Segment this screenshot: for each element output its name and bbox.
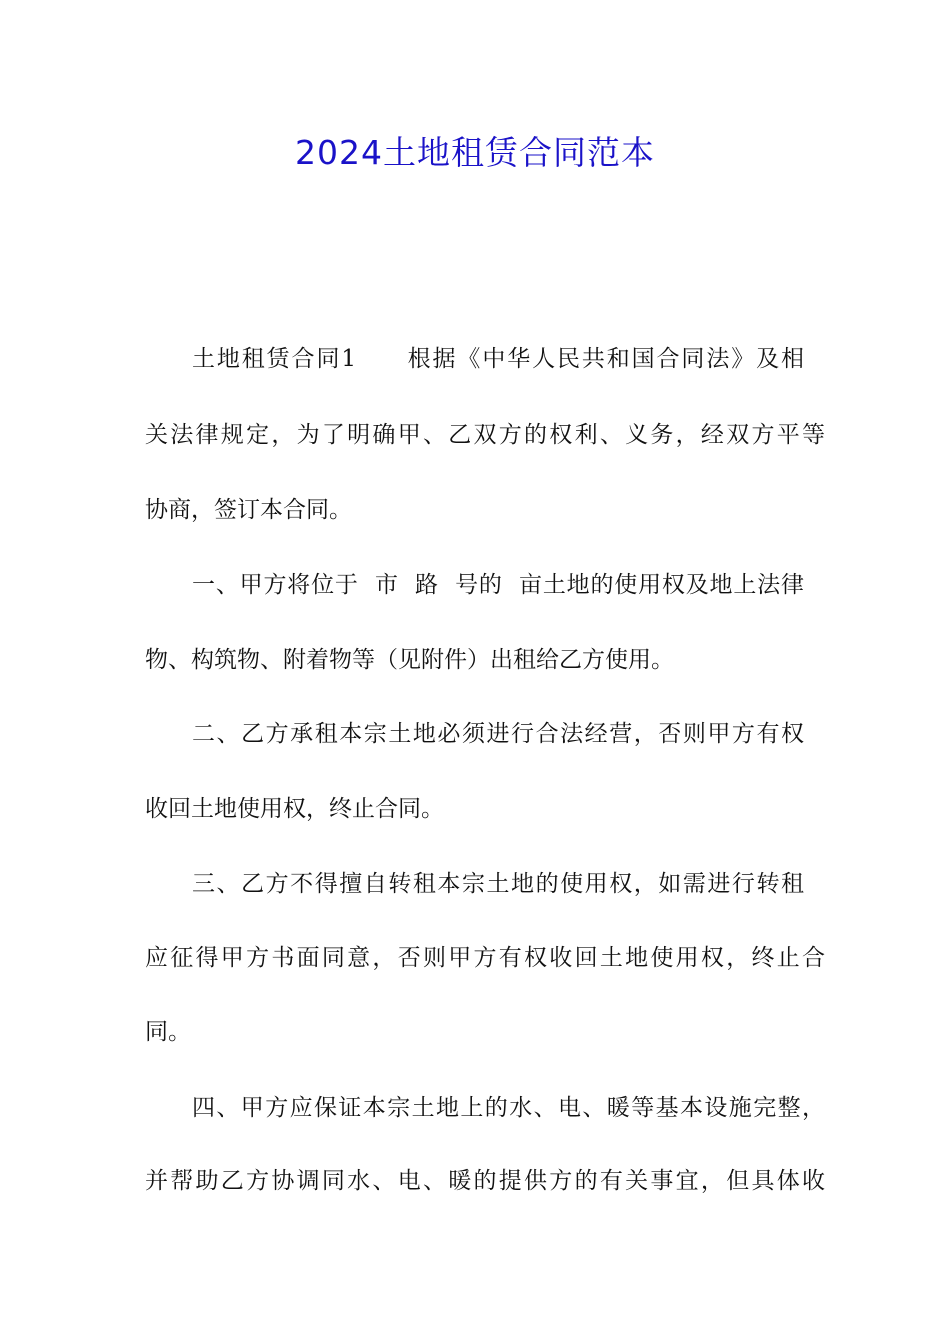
paragraph-line: 物、构筑物、附着物等（见附件）出租给乙方使用。 (145, 647, 674, 673)
paragraph-line: 收回土地使用权，终止合同。 (145, 796, 444, 822)
paragraph-line: 一、甲方将位于 市 路 号的 亩土地的使用权及地上法律 (192, 572, 804, 598)
paragraph-line: 四、甲方应保证本宗土地上的水、电、暖等基本设施完整， (192, 1095, 825, 1121)
document-title: 2024土地租赁合同范本 (295, 133, 655, 172)
paragraph-line: 协商，签订本合同。 (145, 497, 352, 523)
paragraph-line: 应征得甲方书面同意，否则甲方有权收回土地使用权，终止合 (145, 945, 825, 971)
paragraph-line: 二、乙方承租本宗土地必须进行合法经营，否则甲方有权 (192, 721, 804, 747)
paragraph-line: 同。 (145, 1019, 191, 1045)
paragraph-line: 并帮助乙方协调同水、电、暖的提供方的有关事宜，但具体收 (145, 1168, 825, 1194)
paragraph-line: 关法律规定，为了明确甲、乙双方的权利、义务，经双方平等 (145, 422, 825, 448)
paragraph-line: 土地租赁合同1 根据《中华人民共和国合同法》及相 (192, 346, 804, 372)
paragraph-line: 三、乙方不得擅自转租本宗土地的使用权，如需进行转租 (192, 871, 804, 897)
